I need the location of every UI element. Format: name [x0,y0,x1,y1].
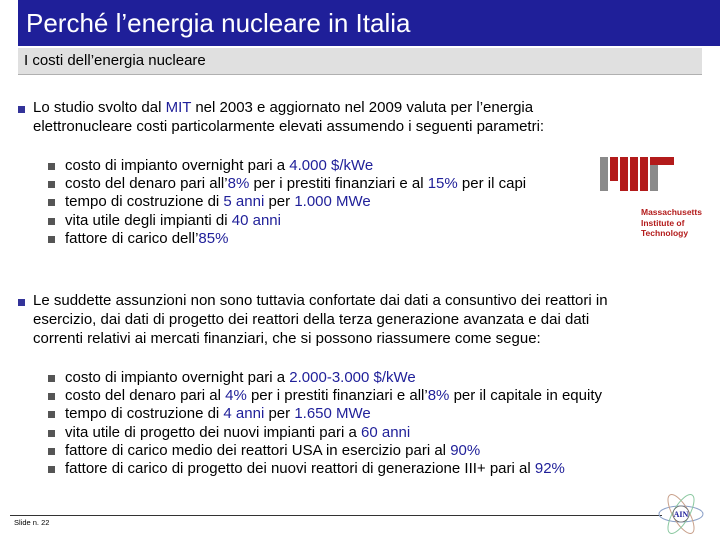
bullet-square-icon [48,411,55,418]
bullet-square-icon [48,199,55,206]
section2-line3: correnti relativi ai mercati finanziari, che si possono riassumere come segue: [33,330,541,347]
section2-parameter-list [48,369,602,478]
list-item: fattore di carico di progetto dei nuovi reattori di generazione III+ pari al 92% [48,460,602,478]
section1-text: Lo studio svolto dal [33,99,166,116]
list-item: vita utile degli impianti di 40 anni [48,212,526,230]
slide-subtitle: I costi dell’energia nucleare [24,52,206,69]
list-item: tempo di costruzione di 5 anni per 1.000 MWe [48,193,526,211]
list-item: tempo di costruzione di 4 anni per 1.650 MWe [48,405,602,423]
mit-highlight: MIT [165,99,192,116]
section2-paragraph [33,291,713,348]
list-item: vita utile di progetto dei nuovi impianti pari a 60 anni [48,424,602,442]
section1-parameter-list [48,157,526,248]
bullet-square-icon [48,448,55,455]
bullet-square-icon [48,375,55,382]
slide-number: Slide n. 22 [14,518,50,527]
list-item: costo del denaro pari all’8% per i prestiti finanziari e al 15% per il capi [48,175,526,193]
section1-line2: elettronucleare costi particolarmente elevati assumendo i seguenti parametri: [33,118,545,135]
slide-title: Perché l’energia nucleare in Italia [26,8,411,38]
bullet-square-icon [48,236,55,243]
section1-paragraph [33,98,633,136]
bullet-square-icon [48,430,55,437]
bullet-square-icon [18,106,25,113]
section1-text: nel 2003 e aggiornato nel 2009 valuta per l’energia [191,99,534,116]
bullet-square-icon [48,218,55,225]
bullet-square-icon [48,466,55,473]
list-item: fattore di carico dell’85% [48,230,526,248]
section2-line1: Le suddette assunzioni non sono tuttavia confortate dai dati a consuntivo dei reattori in [33,292,608,309]
list-item: fattore di carico medio dei reattori USA in esercizio pari al 90% [48,442,602,460]
mit-logo-mark-icon [596,155,712,205]
section2-line2: esercizio, dai dati di progetto dei reattori della terza generazione avanzata e dai dati [33,311,590,328]
bullet-square-icon [48,163,55,170]
footer-divider [10,515,662,516]
ain-atom-logo-icon [652,492,710,536]
bullet-square-icon [48,181,55,188]
mit-logo-text: Massachusetts Institute of Technology [641,207,702,238]
list-item: costo di impianto overnight pari a 2.000-3.000 $/kWe [48,369,602,387]
bullet-square-icon [48,393,55,400]
list-item: costo del denaro pari al 4% per i prestiti finanziari e all’8% per il capitale in equity [48,387,602,405]
bullet-square-icon [18,299,25,306]
ain-logo-text: AIN [673,510,689,519]
list-item: costo di impianto overnight pari a 4.000 $/kWe [48,157,526,175]
